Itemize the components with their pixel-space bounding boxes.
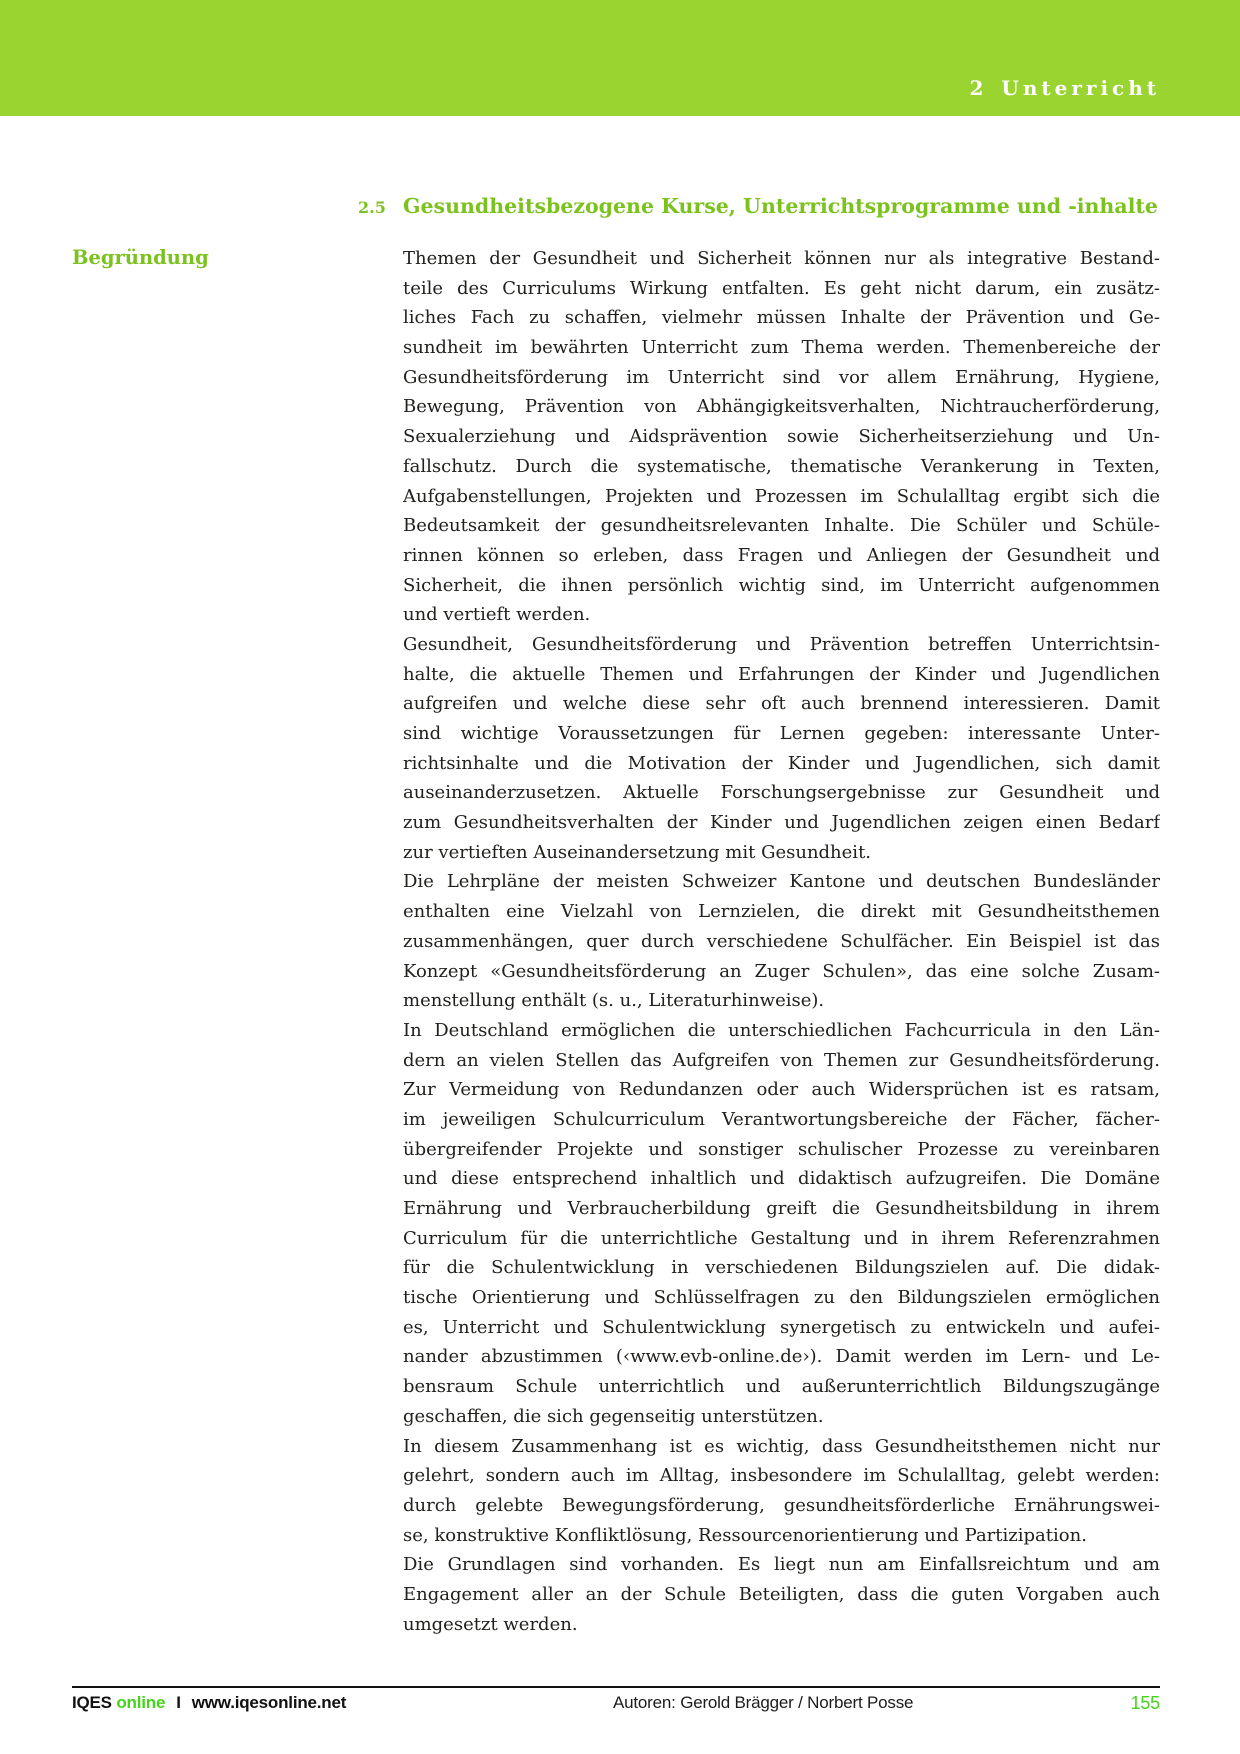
text-line: Ernährung und Verbraucherbildung greift die Gesundheitsbildung in ihrem [403, 1198, 1160, 1219]
footer-rule [72, 1686, 1160, 1688]
chapter-header-bar [0, 0, 1240, 116]
text-line: menstellung enthält (s. u., Literaturhinweise). [403, 990, 825, 1012]
chapter-title: Unterricht [1001, 76, 1160, 100]
text-line: Engagement aller an der Schule Beteiligten, dass die guten Vorgaben auch [403, 1583, 1160, 1605]
text-line: im jeweiligen Schulcurriculum Verantwortungsbereiche der Fächer, fächer- [403, 1108, 1160, 1130]
text-line: und diese entsprechend inhaltlich und didaktisch aufzugreifen. Die Domäne [403, 1168, 1160, 1190]
text-line: Die Lehrpläne der meisten Schweizer Kantone und deutschen Bundesländer [403, 871, 1160, 893]
text-line: zum Gesundheitsverhalten der Kinder und Jugendlichen zeigen einen Bedarf [403, 812, 1160, 834]
text-line: es, Unterricht und Schulentwicklung synergetisch zu entwickeln und aufei- [403, 1316, 1160, 1338]
text-line: zusammenhängen, quer durch verschiedene Schulfächer. Ein Beispiel ist das [403, 930, 1160, 952]
text-line: se, konstruktive Konfliktlösung, Ressourcenorientierung und Partizipation. [403, 1524, 1087, 1546]
text-line: auseinanderzusetzen. Aktuelle Forschungsergebnisse zur Gesundheit und [403, 782, 1160, 804]
text-line: enthalten eine Vielzahl von Lernzielen, die direkt mit Gesundheitsthemen [403, 901, 1160, 923]
text-line: für die Schulentwicklung in verschiedenen Bildungszielen auf. Die didak- [403, 1257, 1160, 1279]
text-line: Konzept «Gesundheitsförderung an Zuger Schulen», das eine solche Zusam- [403, 960, 1160, 982]
text-line: richtsinhalte und die Motivation der Kinder und Jugendlichen, sich damit [403, 752, 1160, 774]
chapter-label [970, 76, 1161, 100]
text-line: durch gelebte Bewegungsförderung, gesundheitsförderliche Ernährungswei- [403, 1494, 1160, 1516]
text-line: umgesetzt werden. [403, 1613, 578, 1635]
chapter-number: 2 [969, 76, 988, 100]
text-line: bensraum Schule unterrichtlich und außerunterrichtlich Bildungszugänge [403, 1376, 1160, 1398]
text-line: geschaffen, die sich gegenseitig unterstützen. [403, 1405, 824, 1427]
text-line: liches Fach zu schaffen, vielmehr müssen Inhalte der Prävention und Ge- [403, 307, 1160, 329]
text-line: dern an vielen Stellen das Aufgreifen von Themen zur Gesundheitsförderung. [403, 1049, 1160, 1071]
text-line: Themen der Gesundheit und Sicherheit können nur als integrative Bestand- [403, 248, 1160, 269]
text-line: In diesem Zusammenhang ist es wichtig, dass Gesundheitsthemen nicht nur [403, 1435, 1160, 1457]
text-line: sind wichtige Voraussetzungen für Lernen gegeben: interessante Unter- [403, 723, 1160, 744]
text-line: Gesundheitsförderung im Unterricht sind vor allem Ernährung, Hygiene, [403, 366, 1160, 388]
text-line: nander abzustimmen (‹www.evb-online.de›). Damit werden im Lern- und Le- [403, 1346, 1160, 1368]
section-title: Gesundheitsbezogene Kurse, Unterrichtsprogramme und -inhalte [403, 194, 1158, 218]
text-line: aufgreifen und welche diese sehr oft auch brennend interessieren. Damit [403, 693, 1160, 715]
text-line: Curriculum für die unterrichtliche Gestaltung und in ihrem Referenzrahmen [403, 1227, 1160, 1249]
text-line: Gesundheit, Gesundheitsförderung und Prävention betreffen Unterrichtsin- [403, 633, 1160, 655]
text-line: zur vertieften Auseinandersetzung mit Gesundheit. [403, 841, 872, 863]
brand-suffix: online [116, 1693, 166, 1712]
text-line: Bedeutsamkeit der gesundheitsrelevanten Inhalte. Die Schüler und Schüle- [403, 515, 1160, 537]
text-line: rinnen können so erleben, dass Fragen und Anliegen der Gesundheit und [403, 544, 1160, 566]
text-line: Sicherheit, die ihnen persönlich wichtig sind, im Unterricht aufgenommen [403, 574, 1160, 596]
margin-label-begruendung: Begründung [72, 246, 209, 269]
text-line: Sexualerziehung und Aidsprävention sowie Sicherheitserziehung und Un- [403, 426, 1160, 448]
footer-brand [72, 1693, 346, 1713]
text-line: Bewegung, Prävention von Abhängigkeitsverhalten, Nichtraucherförderung, [403, 396, 1160, 418]
section-number: 2.5 [358, 198, 386, 217]
text-line: übergreifender Projekte und sonstiger schulischer Prozesse zu vereinbaren [403, 1138, 1160, 1160]
body-text-column [403, 244, 1160, 1639]
page-number: 155 [1130, 1693, 1160, 1713]
brand-url: www.iqesonline.net [191, 1693, 347, 1712]
text-line: halte, die aktuelle Themen und Erfahrungen der Kinder und Jugendlichen [403, 663, 1160, 685]
text-line: teile des Curriculums Wirkung entfalten. Es geht nicht darum, ein zusätz- [403, 277, 1160, 299]
brand-separator: I [176, 1693, 181, 1712]
brand-name: IQES [72, 1693, 112, 1712]
text-line: Aufgabenstellungen, Projekten und Prozessen im Schulalltag ergibt sich die [403, 485, 1160, 507]
text-line: gelehrt, sondern auch im Alltag, insbesondere im Schulalltag, gelebt werden: [403, 1465, 1160, 1487]
text-line: und vertieft werden. [403, 604, 591, 626]
text-line: Die Grundlagen sind vorhanden. Es liegt nun am Einfallsreichtum und am [403, 1554, 1160, 1576]
footer-authors: Autoren: Gerold Brägger / Norbert Posse [613, 1693, 914, 1712]
text-line: fallschutz. Durch die systematische, thematische Verankerung in Texten, [403, 455, 1160, 477]
text-line: tische Orientierung und Schlüsselfragen zu den Bildungszielen ermöglichen [403, 1287, 1160, 1309]
text-line: sundheit im bewährten Unterricht zum Thema werden. Themenbereiche der [403, 337, 1160, 359]
text-line: Zur Vermeidung von Redundanzen oder auch Widersprüchen ist es ratsam, [403, 1079, 1160, 1101]
text-line: In Deutschland ermöglichen die unterschiedlichen Fachcurricula in den Län- [403, 1019, 1160, 1041]
